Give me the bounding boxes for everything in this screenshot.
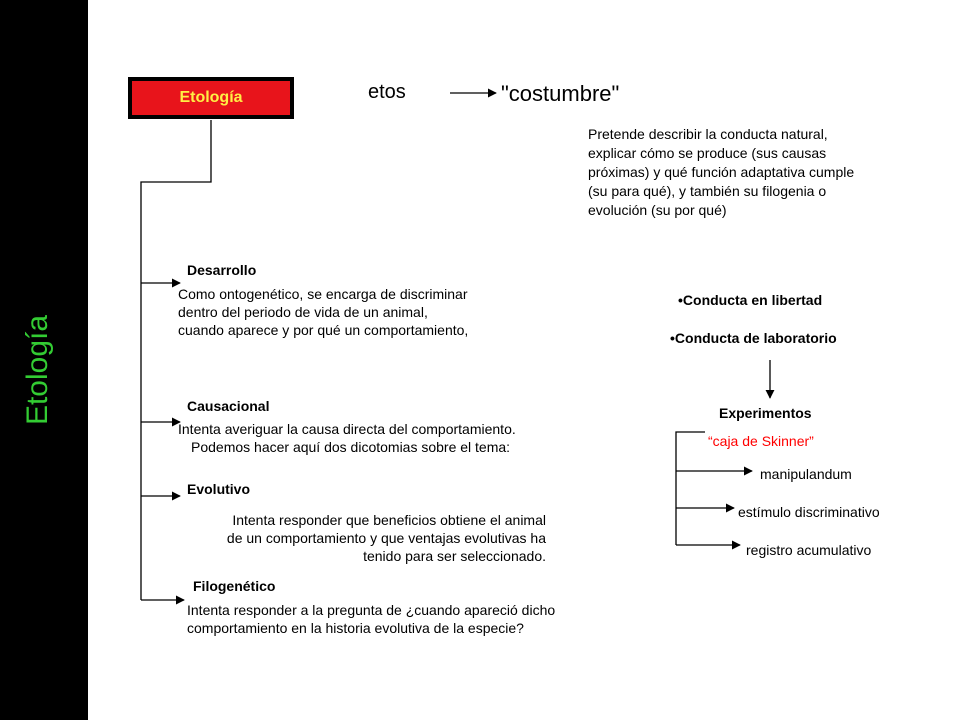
caja-skinner-label: “caja de Skinner” [708,433,814,449]
filogenetico-heading: Filogenético [193,578,276,594]
experiment-item-manipulandum: manipulandum [760,466,852,482]
title-box [128,77,294,119]
evolutivo-text [178,511,546,565]
desarrollo-text [178,285,528,339]
experimentos-heading: Experimentos [719,405,812,421]
evolutivo-line: tenido para ser seleccionado. [363,548,546,564]
experiment-item-registro: registro acumulativo [746,542,872,558]
experiments-bracket [676,432,705,545]
definition-line: próximas) y qué función adaptativa cumple [588,164,855,180]
definition-text [588,125,908,220]
causacional-text [178,420,578,456]
evolutivo-line: de un comportamiento y que ventajas evolutivas ha [226,530,546,546]
definition-line: explicar cómo se produce (sus causas [588,145,827,161]
conducta-libertad: •Conducta en libertad [678,292,823,308]
evolutivo-heading: Evolutivo [187,481,251,497]
desarrollo-heading: Desarrollo [187,262,257,278]
sidebar-title: Etología [21,314,54,426]
etymology-root: etos [368,81,406,103]
filogenetico-text [187,601,627,637]
definition-line: (su para qué), y también su filogenia o [588,183,827,199]
desarrollo-line: dentro del periodo de vida de un animal, [178,304,428,320]
filogenetico-line: Intenta responder a la pregunta de ¿cuando apareció dicho [187,602,556,618]
evolutivo-line: Intenta responder que beneficios obtiene el animal [232,512,546,528]
conducta-laboratorio: •Conducta de laboratorio [670,330,837,346]
etymology-meaning: "costumbre" [501,81,620,106]
causacional-line: Intenta averiguar la causa directa del comportamiento. [178,421,516,437]
desarrollo-line: cuando aparece y por qué un comportamiento, [178,322,469,338]
causacional-line: Podemos hacer aquí dos dicotomias sobre el tema: [191,439,511,455]
filogenetico-line: comportamiento en la historia evolutiva de la especie? [187,620,524,636]
title-box-label: Etología [132,81,290,115]
definition-line: Pretende describir la conducta natural, [588,126,828,142]
experiment-item-estimulo: estímulo discriminativo [738,504,880,520]
desarrollo-line: Como ontogenético, se encarga de discriminar [178,286,468,302]
definition-line: evolución (su por qué) [588,202,727,218]
causacional-heading: Causacional [187,398,270,414]
